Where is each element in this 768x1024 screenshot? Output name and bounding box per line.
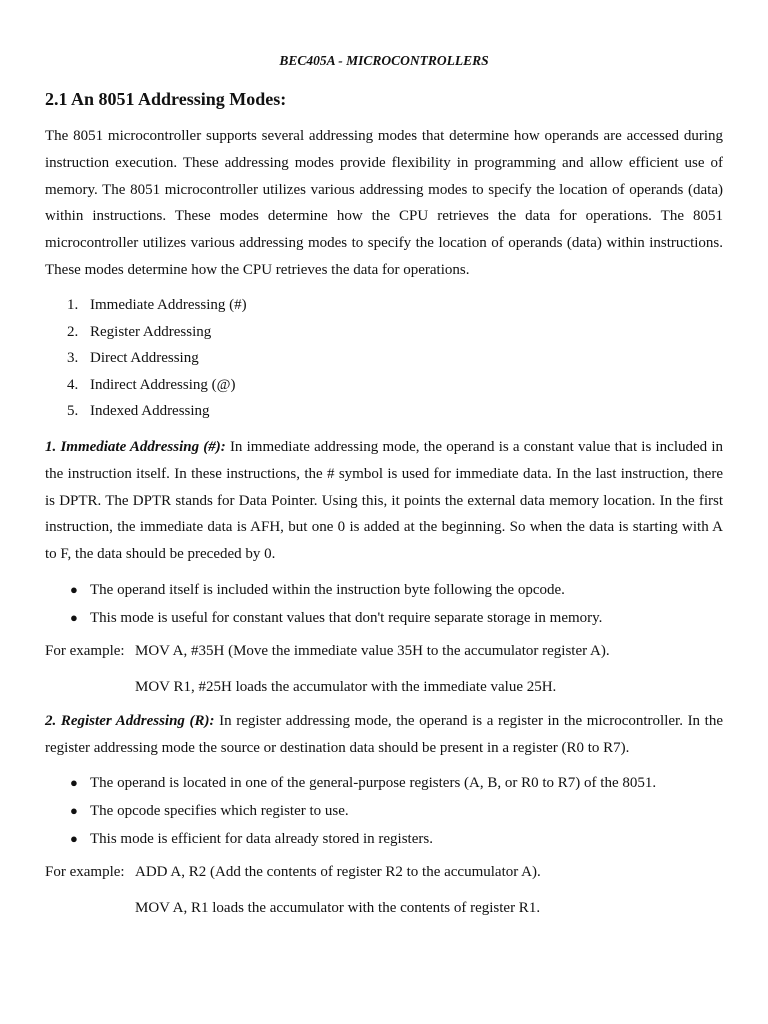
bullet-text: The opcode specifies which register to use. [90,803,349,819]
bullet-text: This mode is efficient for data already stored in registers. [90,831,433,847]
list-item [45,292,723,319]
list-item [45,319,723,346]
list-item [45,372,723,399]
register-addressing-paragraph [45,708,723,762]
bullet-icon: ● [70,803,78,818]
bullet-icon: ● [70,831,78,846]
register-bullets [45,769,723,853]
page-header: BEC405A - MICROCONTROLLERS [279,53,489,68]
bullet-text: The operand itself is included within the instruction byte following the opcode. [90,582,565,598]
bullet-item [45,825,723,853]
bullet-text: This mode is useful for constant values that don't require separate storage in memory. [90,610,603,626]
bullet-item [45,604,723,632]
example-label: For example: [45,643,125,659]
immediate-addressing-heading: 1. Immediate Addressing (#): [45,439,226,455]
list-number: 1. [67,297,79,313]
bullet-item [45,769,723,797]
list-item-label: Indirect Addressing (@) [90,376,236,393]
list-item-label: Register Addressing [90,323,212,340]
bullet-item [45,797,723,825]
register-addressing-heading: 2. Register Addressing (R): [45,713,215,729]
list-item-label: Direct Addressing [90,350,199,367]
bullet-icon: ● [70,775,78,790]
list-item-label: Immediate Addressing (#) [90,297,247,313]
list-number: 3. [67,350,79,367]
example-line: MOV A, R1 loads the accumulator with the contents of register R1. [135,900,541,916]
list-number: 5. [67,403,79,420]
section-title: 2.1 An 8051 Addressing Modes: [45,89,287,109]
immediate-addressing-text: In immediate addressing mode, the operand is a constant value that is included in the instruction itself. In these instructions, the # symbol is used for immediate data. In the last instruction, there is DPTR. The DPTR stands for Data Pointer. Using this, it points the external data memory location. In the first instruction, the immediate data is AFH, but one 0 is added at the beginning. So when the data is starting with A to F, the data should be preceded by 0. [45,439,723,563]
list-number: 4. [67,376,79,393]
bullet-icon: ● [70,582,78,597]
bullet-text: The operand is located in one of the general-purpose registers (A, B, or R0 to R7) of the 8051. [90,775,657,791]
list-item [45,345,723,372]
example-line: MOV R1, #25H loads the accumulator with the immediate value 25H. [135,679,557,695]
list-number: 2. [67,323,79,340]
immediate-addressing-paragraph [45,434,723,568]
example-label: For example: [45,864,125,880]
example-line: ADD A, R2 (Add the contents of register R2 to the accumulator A). [135,864,541,880]
register-addressing-text: In register addressing mode, the operand is a register in the microcontroller. In the register addressing mode the source or destination data should be present in a register (R0 to R7). [45,713,723,756]
list-item-label: Indexed Addressing [90,403,210,420]
intro-paragraph: The 8051 microcontroller supports several addressing modes that determine how operands are accessed during instruction execution. These addressing modes provide flexibility in programming and allow efficient use of memory. The 8051 microcontroller utilizes various addressing modes to specify the location of operands (data) within instructions. These modes determine how the CPU retrieves the data for operations. The 8051 microcontroller utilizes various addressing modes to specify the location of operands (data) within instructions. These modes determine how the CPU retrieves the data for operations. [45,128,723,278]
addressing-modes-list [45,292,723,425]
bullet-icon: ● [70,610,78,625]
immediate-bullets [45,576,723,632]
list-item [45,398,723,425]
example-line: MOV A, #35H (Move the immediate value 35H to the accumulator register A). [135,643,610,659]
bullet-item [45,576,723,604]
